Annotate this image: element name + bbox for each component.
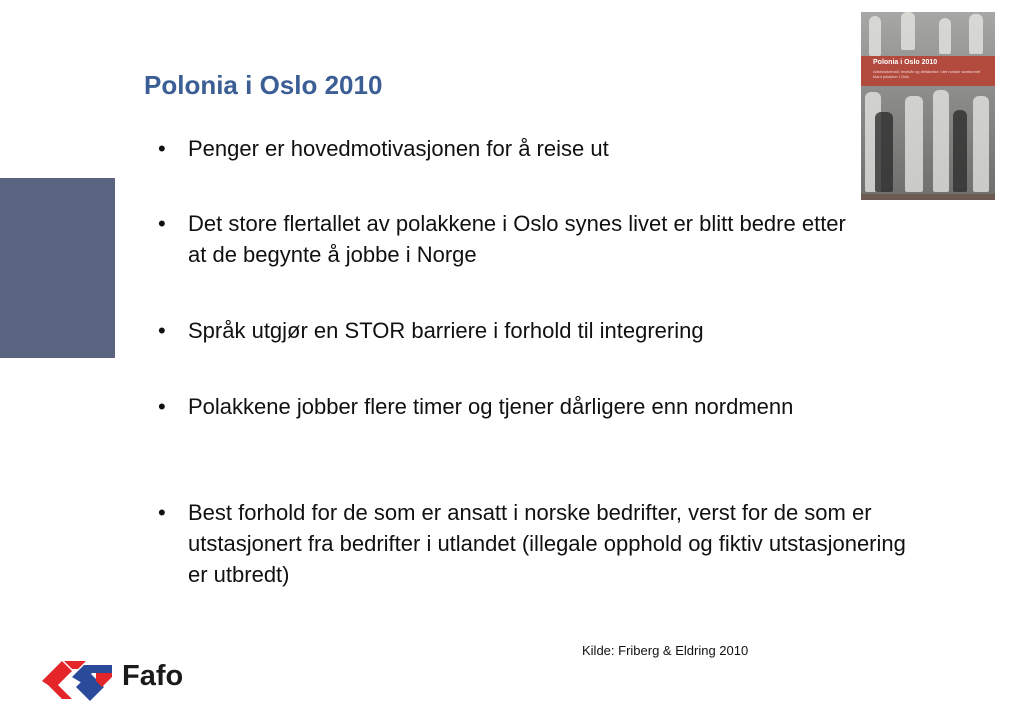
bullet-text: Polakkene jobber flere timer og tjener dårligere enn nordmenn — [188, 394, 794, 419]
bullet-item — [156, 497, 916, 590]
cover-figure — [901, 12, 915, 50]
bullet-text: Språk utgjør en STOR barriere i forhold til integrering — [188, 318, 704, 343]
cover-floor — [861, 194, 995, 200]
report-cover-image — [861, 12, 995, 200]
cover-figure — [933, 90, 949, 192]
cover-subtitle: Arbeidsforhold, levekår og deltakelse i det norske samfunnet blant polakker i Oslo — [873, 69, 981, 79]
bullet-item — [156, 391, 816, 422]
cover-figure — [905, 96, 923, 192]
bullet-text: Penger er hovedmotivasjonen for å reise ut — [188, 136, 609, 161]
bullet-marker: • — [158, 318, 166, 343]
slide-title: Polonia i Oslo 2010 — [144, 70, 383, 100]
cover-figure — [869, 16, 881, 56]
cover-figure — [939, 18, 951, 54]
cover-figure — [973, 96, 989, 192]
side-accent-block — [0, 178, 115, 358]
bullet-marker: • — [158, 136, 166, 161]
bullet-text: Det store flertallet av polakkene i Oslo synes livet er blitt bedre etter at de begynte å jobbe i Norge — [188, 211, 846, 267]
bullet-text: Best forhold for de som er ansatt i norske bedrifter, verst for de som er utstasjonert fra bedrifter i utlandet (illegale opphold og fiktiv utstasjonering er utbredt) — [188, 500, 906, 587]
source-citation: Kilde: Friberg & Eldring 2010 — [582, 643, 749, 658]
cover-title: Polonia i Oslo 2010 — [873, 59, 938, 66]
bullet-item — [156, 315, 704, 346]
cover-figure — [875, 112, 893, 192]
bullet-item — [156, 208, 856, 270]
logo-wordmark: Fafo — [122, 660, 184, 692]
cover-figure — [969, 14, 983, 54]
bullet-marker: • — [158, 500, 166, 525]
bullet-marker: • — [158, 211, 166, 236]
cover-figure — [953, 110, 967, 192]
logo-red-shape — [42, 661, 72, 699]
bullet-marker: • — [158, 394, 166, 419]
bullet-item — [156, 133, 609, 164]
